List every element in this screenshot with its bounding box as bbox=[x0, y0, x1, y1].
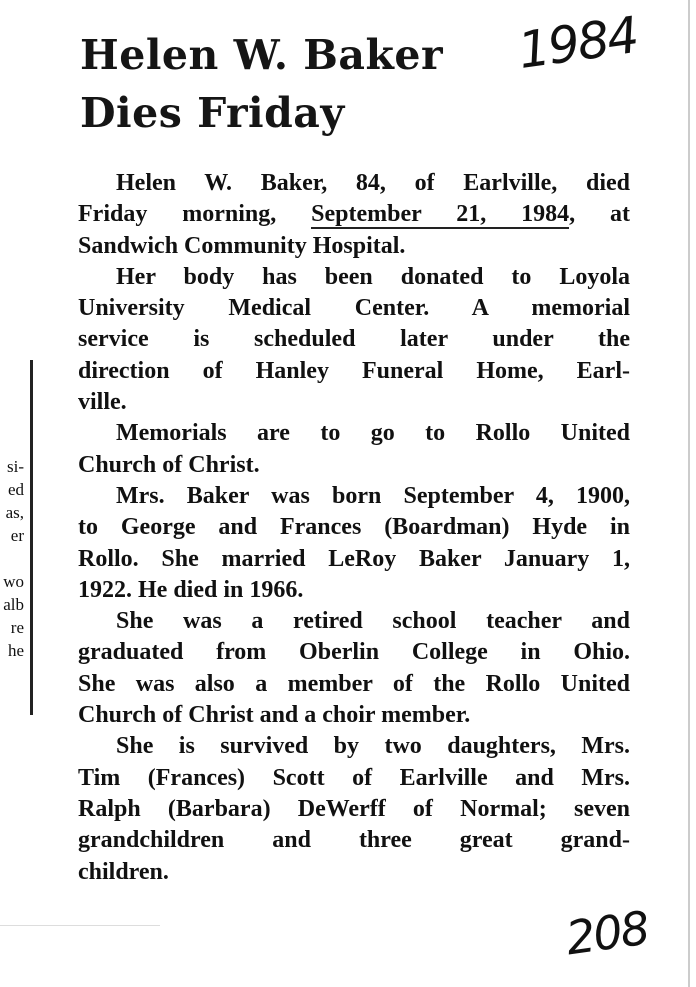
text-segment: , at bbox=[569, 201, 630, 228]
underlined-date: September 21, 1984 bbox=[311, 201, 570, 228]
text-line: direction of Hanley Funeral Home, Earl- bbox=[78, 357, 630, 384]
fragment-line bbox=[0, 547, 24, 570]
adjacent-column-fragment bbox=[0, 455, 24, 662]
text-line: She was also a member of the Rollo United bbox=[78, 670, 630, 697]
fragment-line: as, bbox=[5, 503, 24, 522]
paragraph-biography bbox=[78, 481, 630, 606]
text-line: grandchildren and three great grand- bbox=[78, 827, 630, 854]
text-line: Helen W. Baker, 84, of Earlville, died bbox=[116, 170, 630, 196]
scan-edge bbox=[688, 0, 690, 987]
fragment-line: re bbox=[10, 618, 24, 637]
scan-mark bbox=[0, 925, 160, 926]
text-line: graduated from Oberlin College in Ohio. bbox=[78, 639, 630, 666]
paragraph-donation bbox=[78, 262, 630, 418]
text-segment: Friday morning, bbox=[78, 201, 312, 228]
text-line: 1922. He died in 1966. bbox=[78, 576, 304, 603]
text-line: University Medical Center. A memorial bbox=[78, 295, 630, 322]
paragraph-survivors bbox=[78, 731, 630, 887]
column-rule bbox=[30, 360, 33, 715]
fragment-line: he bbox=[7, 641, 24, 660]
fragment-line: alb bbox=[3, 595, 24, 614]
article-body bbox=[78, 168, 630, 888]
text-line: She is survived by two daughters, Mrs. bbox=[116, 733, 630, 760]
text-line: Mrs. Baker was born September 4, 1900, bbox=[116, 482, 630, 509]
text-line: Her body has been donated to Loyola bbox=[116, 263, 630, 290]
fragment-line: wo bbox=[3, 572, 24, 591]
text-line bbox=[78, 199, 630, 230]
text-line: ville. bbox=[78, 389, 127, 416]
handwritten-page-number: 208 bbox=[562, 900, 652, 966]
text-line: Rollo. She married LeRoy Baker January 1, bbox=[78, 545, 630, 572]
fragment-line: er bbox=[10, 526, 24, 545]
paragraph-memorials bbox=[78, 418, 630, 481]
text-line: service is scheduled later under the bbox=[78, 326, 630, 353]
headline-line-2: Dies Friday bbox=[80, 89, 345, 137]
text-line: Sandwich Community Hospital. bbox=[78, 232, 406, 259]
text-line: Church of Christ. bbox=[78, 451, 260, 478]
text-line: Memorials are to go to Rollo United bbox=[116, 420, 630, 447]
headline-line-1: Helen W. Baker bbox=[80, 31, 444, 79]
paragraph-death bbox=[78, 168, 630, 262]
handwritten-year: 1984 bbox=[514, 5, 641, 81]
text-line: Ralph (Barbara) DeWerff of Normal; seven bbox=[78, 795, 630, 822]
text-line: Tim (Frances) Scott of Earlville and Mrs. bbox=[78, 764, 630, 791]
text-line: to George and Frances (Boardman) Hyde in bbox=[78, 514, 630, 541]
fragment-line: si- bbox=[7, 457, 24, 476]
text-line: Church of Christ and a choir member. bbox=[78, 702, 471, 729]
paragraph-career bbox=[78, 606, 630, 731]
text-line: children. bbox=[78, 858, 169, 885]
text-line: She was a retired school teacher and bbox=[116, 608, 630, 635]
fragment-line: ed bbox=[7, 480, 24, 499]
headline bbox=[80, 26, 443, 142]
